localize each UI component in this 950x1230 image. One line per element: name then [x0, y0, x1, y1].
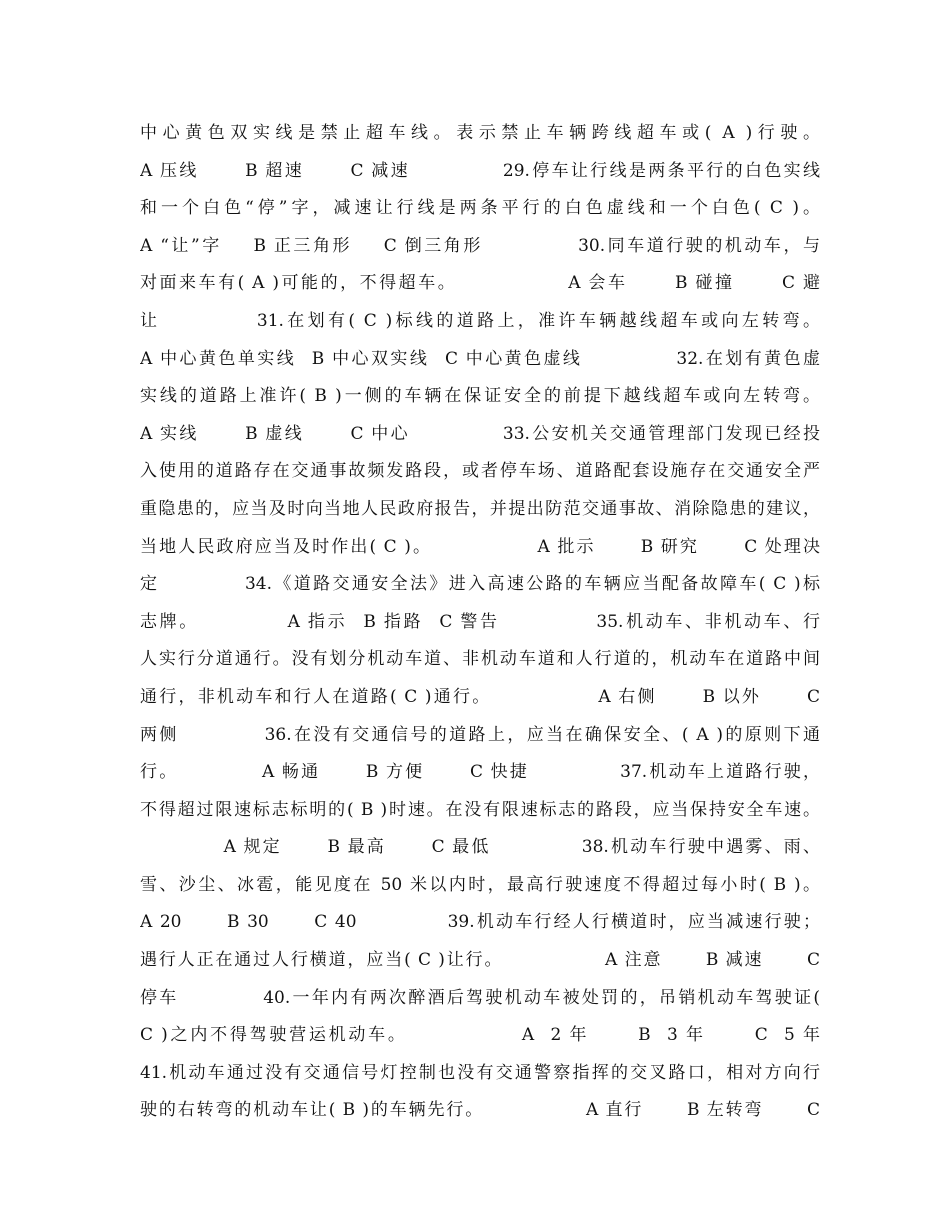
text-line: 不得超过限速标志标明的( B )时速。在没有限速标志的路段，应当保持安全车速。 [140, 799, 820, 820]
text-line: 行。 A 畅通 B 方便 C 快捷 37.机动车上道路行驶， [140, 762, 820, 783]
text-line: 入使用的道路存在交通事故频发路段，或者停车场、道路配套设施存在交通安全严 [140, 461, 820, 482]
text-line: A 规定 B 最高 C 最低 38.机动车行驶中遇雾、雨、 [140, 837, 820, 858]
text-line: 当地人民政府应当及时作出( C )。 A 批示 B 研究 C 处理决 [140, 536, 820, 557]
text-line: 遇行人正在通过人行横道，应当( C )让行。 A 注意 B 减速 C [140, 950, 820, 971]
text-line: A 实线 B 虚线 C 中心 33.公安机关交通管理部门发现已经投 [140, 423, 820, 444]
text-line: 志牌。 A 指示 B 指路 C 警告 35.机动车、非机动车、行 [140, 611, 820, 632]
text-line: C )之内不得驾驶营运机动车。 A 2 年 B 3 年 C 5 年 [140, 1025, 820, 1046]
text-line: 对面来车有( A )可能的，不得超车。 A 会车 B 碰撞 C 避 [140, 273, 820, 294]
text-line: 通行，非机动车和行人在道路( C )通行。 A 右侧 B 以外 C [140, 686, 820, 707]
text-line: 中心黄色双实线是禁止超车线。表示禁止车辆跨线超车或( A )行驶。 [140, 123, 820, 143]
text-line: 重隐患的，应当及时向当地人民政府报告，并提出防范交通事故、消除隐患的建议， [140, 498, 820, 519]
text-line: 驶的右转弯的机动车让( B )的车辆先行。 A 直行 B 左转弯 C [140, 1100, 820, 1121]
text-line: 41.机动车通过没有交通信号灯控制也没有交通警察指挥的交叉路口，相对方向行 [140, 1062, 820, 1083]
text-line: 和一个白色“停”字，减速让行线是两条平行的白色虚线和一个白色( C )。 [140, 198, 820, 219]
text-line: A “让”字 B 正三角形 C 倒三角形 30.同车道行驶的机动车，与 [140, 235, 820, 256]
text-line: 实线的道路上准许( B )一侧的车辆在保证安全的前提下越线超车或向左转弯。 [140, 386, 820, 407]
text-line: A 中心黄色单实线 B 中心双实线 C 中心黄色虚线 32.在划有黄色虚 [140, 348, 820, 369]
document-body [140, 115, 820, 1130]
text-line: 两侧 36.在没有交通信号的道路上，应当在确保安全、( A )的原则下通 [140, 724, 820, 745]
text-line: 让 31.在划有( C )标线的道路上，准许车辆越线超车或向左转弯。 [140, 310, 820, 331]
text-line: 人实行分道通行。没有划分机动车道、非机动车道和人行道的，机动车在道路中间 [140, 649, 820, 670]
text-line: 定 34.《道路交通安全法》进入高速公路的车辆应当配备故障车( C )标 [140, 574, 820, 595]
text-line: 雪、沙尘、冰雹，能见度在 50 米以内时，最高行驶速度不得超过每小时( B )。 [140, 874, 820, 895]
text-line: A 压线 B 超速 C 减速 29.停车让行线是两条平行的白色实线 [140, 160, 820, 181]
text-line: A 20 B 30 C 40 39.机动车行经人行横道时，应当减速行驶； [140, 912, 820, 933]
text-line: 停车 40.一年内有两次醉酒后驾驶机动车被处罚的，吊销机动车驾驶证( [140, 987, 820, 1008]
